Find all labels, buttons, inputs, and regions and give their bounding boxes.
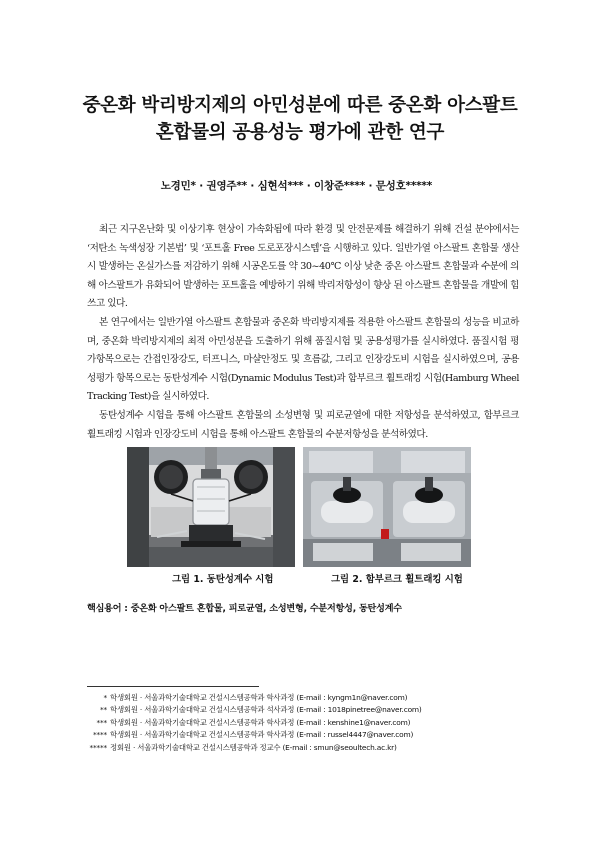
footnote-mark: ** — [100, 705, 107, 715]
figure-hamburg-wheel-photo — [303, 447, 471, 567]
author-list: 노경민* · 권영주** · 심현석*** · 이창준**** · 문성호***** — [160, 180, 432, 192]
footnote-mark: **** — [93, 730, 107, 740]
paragraph-3: 동탄성계수 시험을 통해 아스팔트 혼합물의 소성변형 및 피로균열에 대한 저항성을 분석하였고, 함부르크 휠트래킹 시험과 인장강도비 시험을 통해 아스팔트 혼합물의 수분저항성을 분석하였다. — [87, 409, 519, 440]
footnote-item — [87, 742, 527, 754]
figure-1-caption: 그림 1. 동탄성계수 시험 — [172, 574, 274, 585]
footnote-mark: *** — [96, 717, 107, 727]
figure-dynamic-modulus-photo — [127, 447, 295, 567]
footnote-mark: ***** — [89, 742, 107, 752]
dynamic-modulus-apparatus-image — [127, 447, 295, 567]
figure-2-caption: 그림 2. 함부르크 휠트래킹 시험 — [331, 574, 463, 585]
footnote-item — [87, 704, 527, 716]
footnote-text: 학생회원 · 서울과학기술대학교 건설시스템공학과 학사과정 (E-mail : kyngm1n@naver.com) — [110, 693, 408, 702]
abstract-body — [87, 221, 519, 444]
footnote-text: 학생회원 · 서울과학기술대학교 건설시스템공학과 학사과정 (E-mail : russel4447@naver.com) — [110, 730, 414, 740]
paper-title — [0, 92, 600, 146]
hamburg-wheel-apparatus-image — [303, 447, 471, 567]
footnote-item — [87, 692, 527, 704]
footnote-text: 학생회원 · 서울과학기술대학교 건설시스템공학과 석사과정 (E-mail : 1018pinetree@naver.com) — [110, 705, 422, 715]
title-line-1: 중온화 박리방지제의 아민성분에 따른 중온화 아스팔트 — [82, 95, 518, 116]
footnote-item — [87, 729, 527, 741]
footnote-mark: * — [103, 693, 107, 702]
footnote-divider — [87, 686, 259, 687]
keywords: 핵심용어 : 중온화 아스팔트 혼합물, 피로균열, 소성변형, 수분저항성, 동탄성계수 — [87, 604, 402, 614]
paragraph-2: 본 연구에서는 일반가열 아스팔트 혼합물과 중온화 박리방지제를 적용한 아스팔트 혼합물의 성능을 비교하며, 중온화 박리방지제의 최적 아민성분을 도출하기 위해 품질시험 및 공용성평가를 실시하였다. 품질시험 평가항목으로는 간접인장강도, 터프니스, 마샬안정도 및 흐름값, 그리고 인장강도비 시험을 실시하였으며, 공용성평가 항목으로는 동탄성계수 시험(Dynamic Modulus Test)과 함부르크 휠트래킹 시험(Hamburg Wheel Tracking Test)을 실시하였다. — [87, 316, 519, 403]
title-line-2: 혼합물의 공용성능 평가에 관한 연구 — [155, 122, 445, 143]
footnotes — [87, 692, 527, 754]
footnote-text: 정회원 · 서울과학기술대학교 건설시스템공학과 정교수 (E-mail : smun@seoultech.ac.kr) — [110, 742, 397, 752]
footnote-text: 학생회원 · 서울과학기술대학교 건설시스템공학과 학사과정 (E-mail : kenshine1@naver.com) — [110, 717, 411, 727]
footnote-item — [87, 717, 527, 729]
paragraph-1: 최근 지구온난화 및 이상기후 현상이 가속화됨에 따라 환경 및 안전문제를 해결하기 위해 건설 분야에서는 ‘저탄소 녹색성장 기본법’ 및 ‘포트홀 Free 도로포장시스템’을 시행하고 있다. 일반가열 아스팔트 혼합물 생산 시 발생하는 온실가스를 저감하기 위해 시공온도를 약 30~40℃ 이상 낮춘 중온 아스팔트 혼합물과 수분에 의해 아스팔트가 유화되어 발생하는 포트홀을 예방하기 위해 박리저항성이 향상 된 아스팔트 혼합물을 개발에 힘쓰고 있다. — [87, 224, 519, 310]
